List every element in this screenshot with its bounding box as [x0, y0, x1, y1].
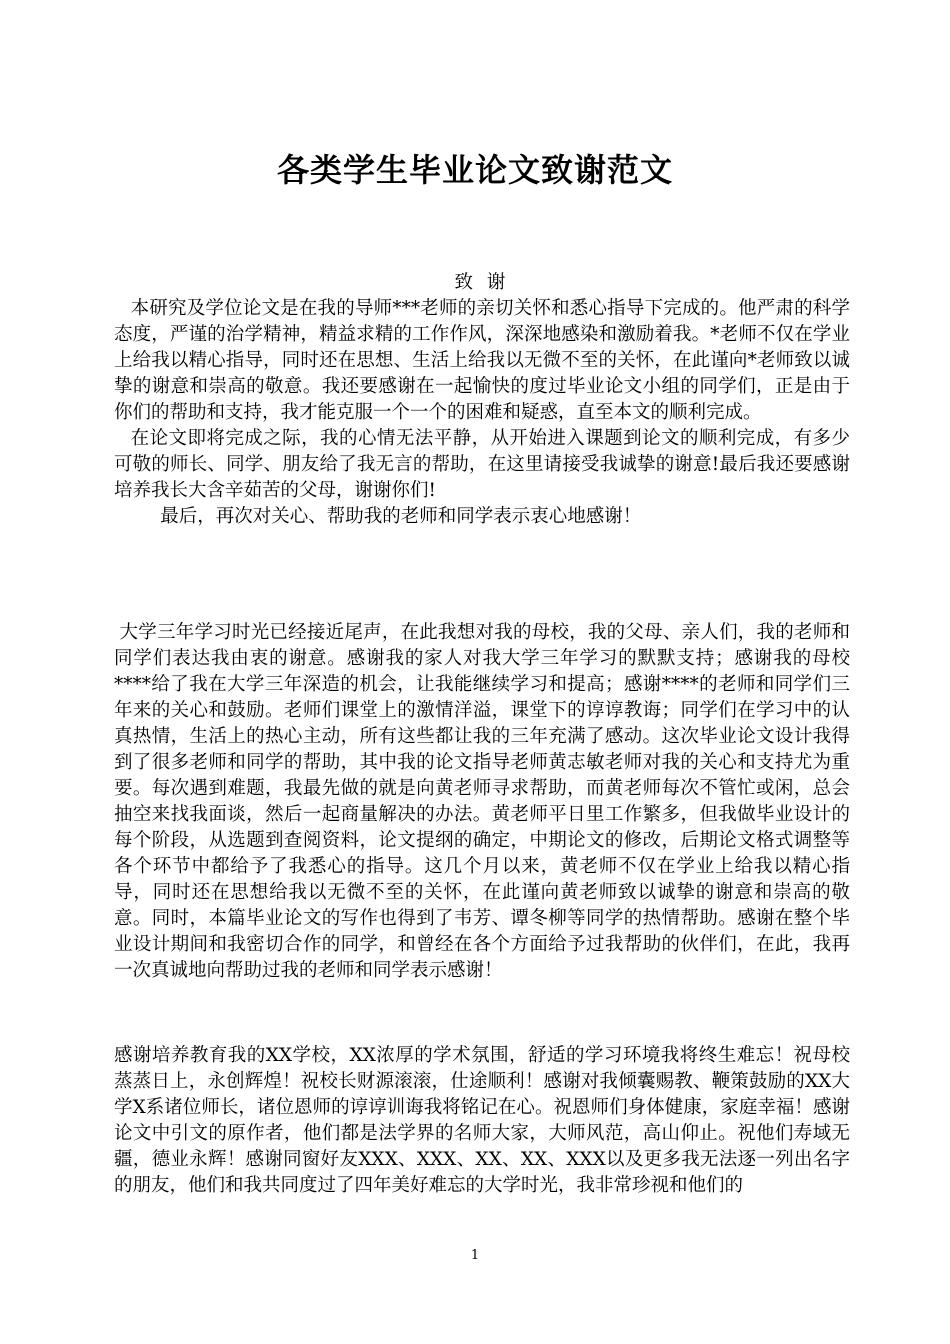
acknowledgement-section-3 [114, 1043, 850, 1199]
body-paragraph: 大学三年学习时光已经接近尾声，在此我想对我的母校，我的父母、亲人们，我的老师和同学们表达我由衷的谢意。感谢我的家人对我大学三年学习的默默支持；感谢我的母校****给了我在大学三年深造的机会，让我能继续学习和提高；感谢****的老师和同学们三年来的关心和鼓励。老师们课堂上的激情洋溢，课堂下的谆谆教诲；同学们在学习中的认真热情，生活上的热心主动，所有这些都让我的三年充满了感动。这次毕业论文设计我得到了很多老师和同学的帮助，其中我的论文指导老师黄志敏老师对我的关心和支持尤为重要。每次遇到难题，我最先做的就是向黄老师寻求帮助，而黄老师每次不管忙或闲，总会抽空来找我面谈，然后一起商量解决的办法。黄老师平日里工作繁多，但我做毕业设计的每个阶段，从选题到查阅资料，论文提纲的确定，中期论文的修改，后期论文格式调整等各个环节中都给予了我悉心的指导。这几个月以来，黄老师不仅在学业上给我以精心指导，同时还在思想给我以无微不至的关怀，在此谨向黄老师致以诚挚的谢意和崇高的敬意。同时，本篇毕业论文的写作也得到了韦芳、谭冬柳等同学的热情帮助。感谢在整个毕业设计期间和我密切合作的同学，和曾经在各个方面给予过我帮助的伙伴们，在此，我再一次真诚地向帮助过我的老师和同学表示感谢！ [114, 622, 850, 981]
document-title: 各类学生毕业论文致谢范文 [276, 151, 673, 189]
section-heading: 致 谢 [454, 272, 510, 293]
acknowledgement-section-2 [114, 620, 850, 984]
body-paragraph: 感谢培养教育我的XX学校，XX浓厚的学术氛围，舒适的学习环境我将终生难忘！祝母校蒸蒸日上，永创辉煌！祝校长财源滚滚，仕途顺利！感谢对我倾囊赐教、鞭策鼓励的XX大学X系诸位师长，诸位恩师的谆谆训诲我将铭记在心。祝恩师们身体健康，家庭幸福！感谢论文中引文的原作者，他们都是法学界的名师大家，大师风范，高山仰止。祝他们寿域无疆，德业永辉！感谢同窗好友XXX、XXX、XX、XX、XXX以及更多我无法逐一列出名字的朋友，他们和我共同度过了四年美好难忘的大学时光，我非常珍视和他们的 [114, 1045, 850, 1196]
body-paragraph: 本研究及学位论文是在我的导师***老师的亲切关怀和悉心指导下完成的。他严肃的科学态度，严谨的治学精神，精益求精的工作作风，深深地感染和激励着我。*老师不仅在学业上给我以精心指导，同时还在思想、生活上给我以无微不至的关怀，在此谨向*老师致以诚挚的谢意和崇高的敬意。我还要感谢在一起愉快的度过毕业论文小组的同学们，正是由于你们的帮助和支持，我才能克服一个一个的困难和疑惑，直至本文的顺利完成。 [114, 298, 850, 423]
body-paragraph: 在论文即将完成之际，我的心情无法平静，从开始进入课题到论文的顺利完成，有多少可敬的师长、同学、朋友给了我无言的帮助，在这里请接受我诚挚的谢意!最后我还要感谢培养我长大含辛茹苦的父母，谢谢你们! [114, 428, 850, 501]
page-number: 1 [470, 1248, 480, 1263]
body-paragraph: 最后，再次对关心、帮助我的老师和同学表示衷心地感谢！ [160, 506, 642, 527]
acknowledgement-section-1 [114, 270, 850, 530]
